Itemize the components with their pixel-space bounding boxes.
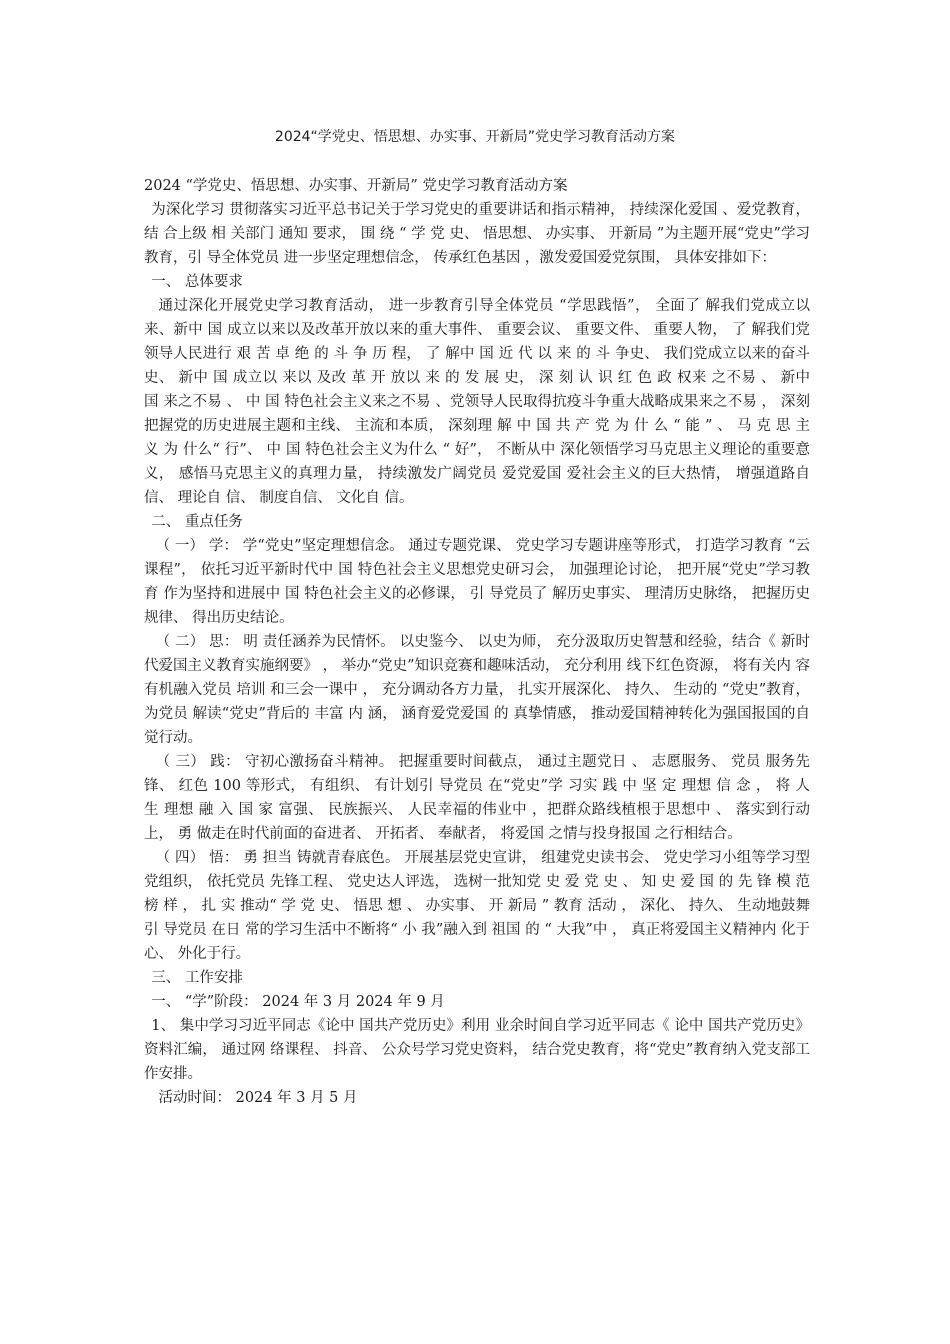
section-heading-3: 三、 工作安排 xyxy=(151,970,243,986)
phase-heading: 一、 “学”阶段： 2024 年 3 月 2024 年 9 月 xyxy=(151,994,445,1010)
task-4-paragraph: （ 四） 悟： 勇 担当 铸就青春底色。 开展基层党史宣讲， 组建党史读书会、 党史学习小组等学习型党组织， 依托党员 先锋工程、 党史达人评选， 选树一批知党 史 爱 党 史 、 知 史 爱 国 的 先 锋 模 范 榜 样 ， 扎 实 推动“ 学 党 史、 悟思 想 、 办实事、 开 新局 ” 教育 活动 ， 深化、 持久、 生动地鼓舞引 导党员 在日 常的学习生活中不断将“ 小 我”融入到 祖国 的 “ 大我”中 ， 真正将爱国主义精神内 化于心、 外化于行。 xyxy=(144,850,810,962)
section-1-paragraph: 通过深化开展党史学习教育活动， 进一步教育引导全体党员 “学思践悟”， 全面了 解我们党成立以来、新中 国 成立以来以及改革开放以来的重大事件、 重要会议、 重要文件、 重要人物， 了 解我们党领导人民进行 艰 苦 卓 绝 的 斗 争 历 程， 了 解中 国 近 代 以 来 的 斗 争史、 我们党成立以来的奋斗史、 新中 国 成立以 来以 及改 革 开 放以 来 的 发 展 史， 深 刻 认 识 红 色 政 权来 之不易 、 新中 国 来之不易 、 中 国 特色社会主义来之不易 、党领导人民取得抗疫斗争重大战略成果来之不易 ， 深刻把握党的历史进展主题和主线、 主流和本质， 深刻理 解 中 国 共 产 党 为 什 么 “ 能 ” 、 马 克 思 主 义 为 什么“ 行”、 中 国 特色社会主义为什么 “ 好”， 不断从中 深化领悟学习马克思主义理论的重要意义， 感悟马克思主义的真理力量， 持续激发广阔党员 爱党爱国 爱社会主义的巨大热情， 增强道路自 信、 理论自 信、 制度自信、 文化自 信。 xyxy=(144,298,810,506)
document-title: 2024“学党史、悟思想、办实事、开新局”党史学习教育活动方案 xyxy=(274,129,676,145)
section-heading-2: 二、 重点任务 xyxy=(151,514,243,530)
task-3-paragraph: （ 三） 践： 守初心激扬奋斗精神。 把握重要时间截点， 通过主题党日 、 志愿服务、 党员 服务先锋、 红色 100 等形式， 有组织、 有计划引 导党员 在“党史”学 习实 践 中 坚 定 理想 信 念 ， 将 人 生 理想 融 入 国 家 富强、 民族振兴、 人民幸福的伟业中 ，把群众路线植根于思想中 、 落实到行动上， 勇 做走在时代前面的奋进者、 开拓者、 奉献者， 将爱国 之情与投身报国 之行相结合。 xyxy=(144,754,810,842)
intro-paragraph: 为深化学习 贯彻落实习近平总书记关于学习党史的重要讲话和指示精神， 持续深化爱国 、爱党教育，结 合上级 相 关部门 通知 要求， 围 绕 “ 学 党 史、 悟思想、 办实事、 开新局 ”为主题开展“党史”学习教育，引 导全体党员 进一步坚定理想信念， 传承红色基因 ，激发爱国爱党氛围， 具体安排如下： xyxy=(144,202,810,266)
section-heading-1: 一、 总体要求 xyxy=(151,274,243,290)
phase-item-1: 1、 集中学习习近平同志《论中 国共产党历史》利用 业余时间自学习近平同志《 论中 国共产党历史》 资料汇编， 通过网 络课程、 抖音、 公众号学习党史资料， 结合党史教育，将“党史”教育纳入党支部工作安排。 xyxy=(144,1018,810,1082)
document-body xyxy=(144,174,810,1110)
task-2-paragraph: （ 二） 思： 明 责任涵养为民情怀。 以史鉴今、 以史为师， 充分汲取历史智慧和经验，结合《 新时代爱国主义教育实施纲要》 ， 举办“党史”知识竞赛和趣味活动， 充分利用 线下红色资源， 将有关内 容有机融入党员 培训 和三会一课中 ， 充分调动各方力量， 扎实开展深化、 持久、 生动的 “党史”教育， 为党员 解读“党史”背后的 丰富 内 涵， 涵育爱党爱国 的 真挚情感， 推动爱国精神转化为强国报国的自 觉行动。 xyxy=(144,634,810,746)
task-1-paragraph: （ 一） 学： 学“党史”坚定理想信念。 通过专题党课、 党史学习专题讲座等形式， 打造学习教育 “云课程”， 依托习近平新时代中 国 特色社会主义思想党史研习会， 加强理论讨论， 把开展“党史”学习教育 作为坚持和进展中 国 特色社会主义的必修课， 引 导党员了 解历史事实、 理清历史脉络， 把握历史规律、 得出历史结论。 xyxy=(144,538,810,626)
subtitle-line: 2024 “学党史、悟思想、办实事、开新局” 党史学习教育活动方案 xyxy=(144,178,568,194)
activity-time: 活动时间： 2024 年 3 月 5 月 xyxy=(158,1090,358,1106)
